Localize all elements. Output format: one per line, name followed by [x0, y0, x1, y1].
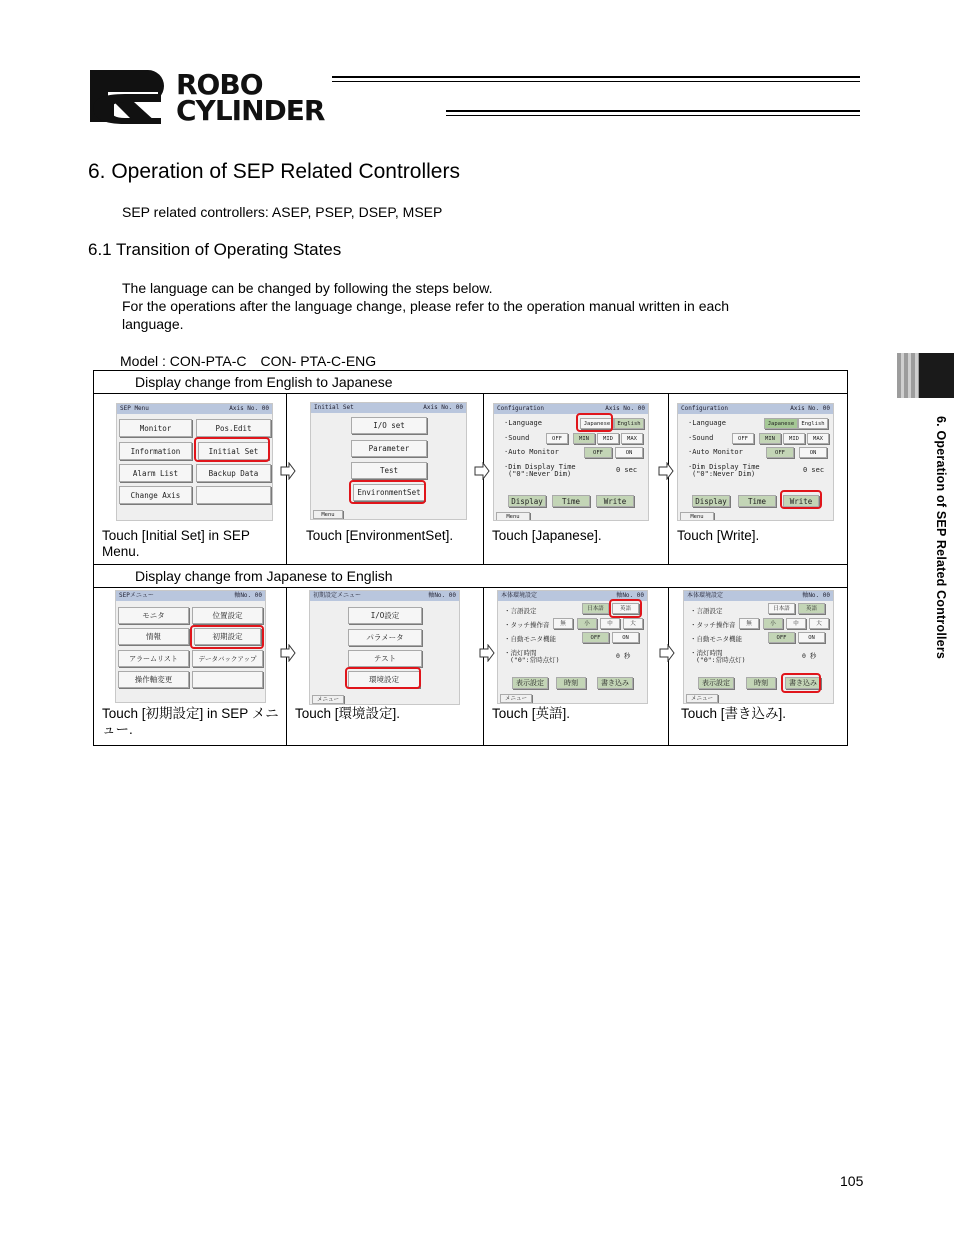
highlight-kakikomi — [781, 673, 821, 693]
btn-monitor[interactable]: Monitor — [119, 419, 192, 437]
btn-write[interactable]: Write — [783, 495, 819, 507]
side-tab-stripes — [897, 353, 919, 398]
svg-text:CYLINDER: CYLINDER — [176, 94, 325, 124]
btn-change-axis[interactable]: Change Axis — [119, 486, 192, 504]
arrow-right-icon — [659, 644, 675, 662]
btn-initial-set[interactable]: Initial Set — [198, 442, 269, 460]
btn-english[interactable]: English — [614, 418, 644, 429]
caption-r2-1: Touch [初期設定] in SEP メニュー. — [102, 706, 279, 737]
btn-parameter[interactable]: Parameter — [351, 440, 427, 457]
side-tab-label: 6. Operation of SEP Related Controllers — [934, 416, 948, 660]
screen-config-jp-a: 本体環境設定 軸No. 00 ・言語設定 日本語 英語 ・タッチ操作音 無 小 中 大 ・自動モニタ機能 OFF ON ・消灯時間 ("0":常時点灯) 0 秒 表示設定 時刻 書き込み メニュー — [497, 590, 648, 704]
caption-r2-3: Touch [英語]. — [492, 706, 571, 721]
caption-r1-3: Touch [Japanese]. — [492, 528, 602, 543]
intro-line-1: The language can be changed by following the steps below. — [122, 280, 493, 296]
screen-sep-menu-en: SEP Menu Axis No. 00 Monitor Pos.Edit Information Initial Set Alarm List Backup Data Change Axis — [116, 403, 273, 521]
screen-config-en-a: Configuration Axis No. 00 ·Language Japanese English ·Sound OFF MIN MID MAX ·Auto Monitor OFF ON ·Dim Display Time ("0":Never Dim) 0 sec Display Time Write Menu — [493, 403, 649, 521]
btn-environment-set[interactable]: EnvironmentSet — [353, 484, 425, 501]
btn-information[interactable]: Information — [119, 442, 192, 460]
arrow-right-icon — [658, 462, 674, 480]
arrow-right-icon — [474, 462, 490, 480]
btn-japanese[interactable]: Japanese — [580, 418, 614, 429]
subsection-title: 6.1 Transition of Operating States — [88, 240, 342, 259]
section-subtitle: SEP related controllers: ASEP, PSEP, DSEP, MSEP — [122, 204, 443, 220]
row1-header: Display change from English to Japanese — [94, 371, 847, 394]
screen-config-jp-b: 本体環境設定 軸No. 00 ・言語設定 日本語 英語 ・タッチ操作音 無 小 中 大 ・自動モニタ機能 OFF ON ・消灯時間 ("0":常時点灯) 0 秒 表示設定 時刻 書き込み メニュー — [683, 590, 834, 704]
svg-text:ROBO: ROBO — [176, 68, 263, 101]
btn-backup-data[interactable]: Backup Data — [196, 464, 271, 482]
caption-r1-2: Touch [EnvironmentSet]. — [306, 528, 454, 543]
arrow-right-icon — [280, 644, 296, 662]
caption-r1-4: Touch [Write]. — [677, 528, 760, 543]
caption-r2-4: Touch [書き込み]. — [681, 706, 787, 721]
btn-test[interactable]: Test — [351, 462, 427, 479]
caption-r1-1: Touch [Initial Set] in SEP Menu. — [102, 528, 250, 559]
intro-line-3: language. — [122, 316, 184, 332]
screen-initial-set-jp: 初期設定メニュー 軸No. 00 I/O設定 パラメータ テスト 環境設定 メニュー — [309, 590, 460, 705]
highlight-eigo — [609, 599, 642, 618]
highlight-environment-set — [349, 480, 426, 504]
side-tab-block — [919, 353, 954, 398]
btn-kakikomi[interactable]: 書き込み — [785, 677, 821, 689]
btn-pos-edit[interactable]: Pos.Edit — [196, 419, 271, 437]
highlight-japanese — [576, 413, 613, 432]
screen-config-en-b: Configuration Axis No. 00 ·Language Japanese English ·Sound OFF MIN MID MAX ·Auto Monitor OFF ON ·Dim Display Time ("0":Never Dim) 0 sec Display Time Write Menu — [677, 403, 834, 521]
btn-alarm-list[interactable]: Alarm List — [119, 464, 192, 482]
header-rules — [330, 76, 860, 116]
page-number: 105 — [840, 1173, 864, 1189]
model-line: Model : CON-PTA-C CON- PTA-C-ENG — [120, 353, 377, 369]
screen-sep-menu-jp: SEPメニュー 軸No. 00 モニタ 位置設定 情報 初期設定 アラームリスト データバックアップ 操作軸変更 — [115, 590, 266, 703]
highlight-write — [780, 490, 822, 509]
screen-initial-set-en: Initial Set Axis No. 00 I/O set Parameter Test EnvironmentSet Menu — [310, 402, 467, 520]
caption-r2-2: Touch [環境設定]. — [295, 706, 401, 721]
section-title: 6. Operation of SEP Related Controllers — [88, 160, 460, 183]
arrow-right-icon — [479, 644, 495, 662]
arrow-right-icon — [280, 462, 296, 480]
highlight-initial-set — [194, 437, 270, 462]
btn-io-set[interactable]: I/O set — [351, 417, 427, 434]
highlight-shoki-settei — [190, 625, 264, 649]
btn-eigo[interactable]: 英語 — [612, 603, 639, 614]
intro-line-2: For the operations after the language change, please refer to the operation manual written in each — [122, 298, 730, 314]
btn-blank — [196, 486, 271, 504]
btn-kankyo-settei[interactable]: 環境設定 — [348, 671, 420, 688]
highlight-kankyo-settei — [345, 667, 421, 689]
row2-header: Display change from Japanese to English — [94, 565, 847, 588]
btn-menu[interactable]: Menu — [313, 510, 343, 519]
btn-shoki-settei[interactable]: 初期設定 — [194, 628, 261, 645]
